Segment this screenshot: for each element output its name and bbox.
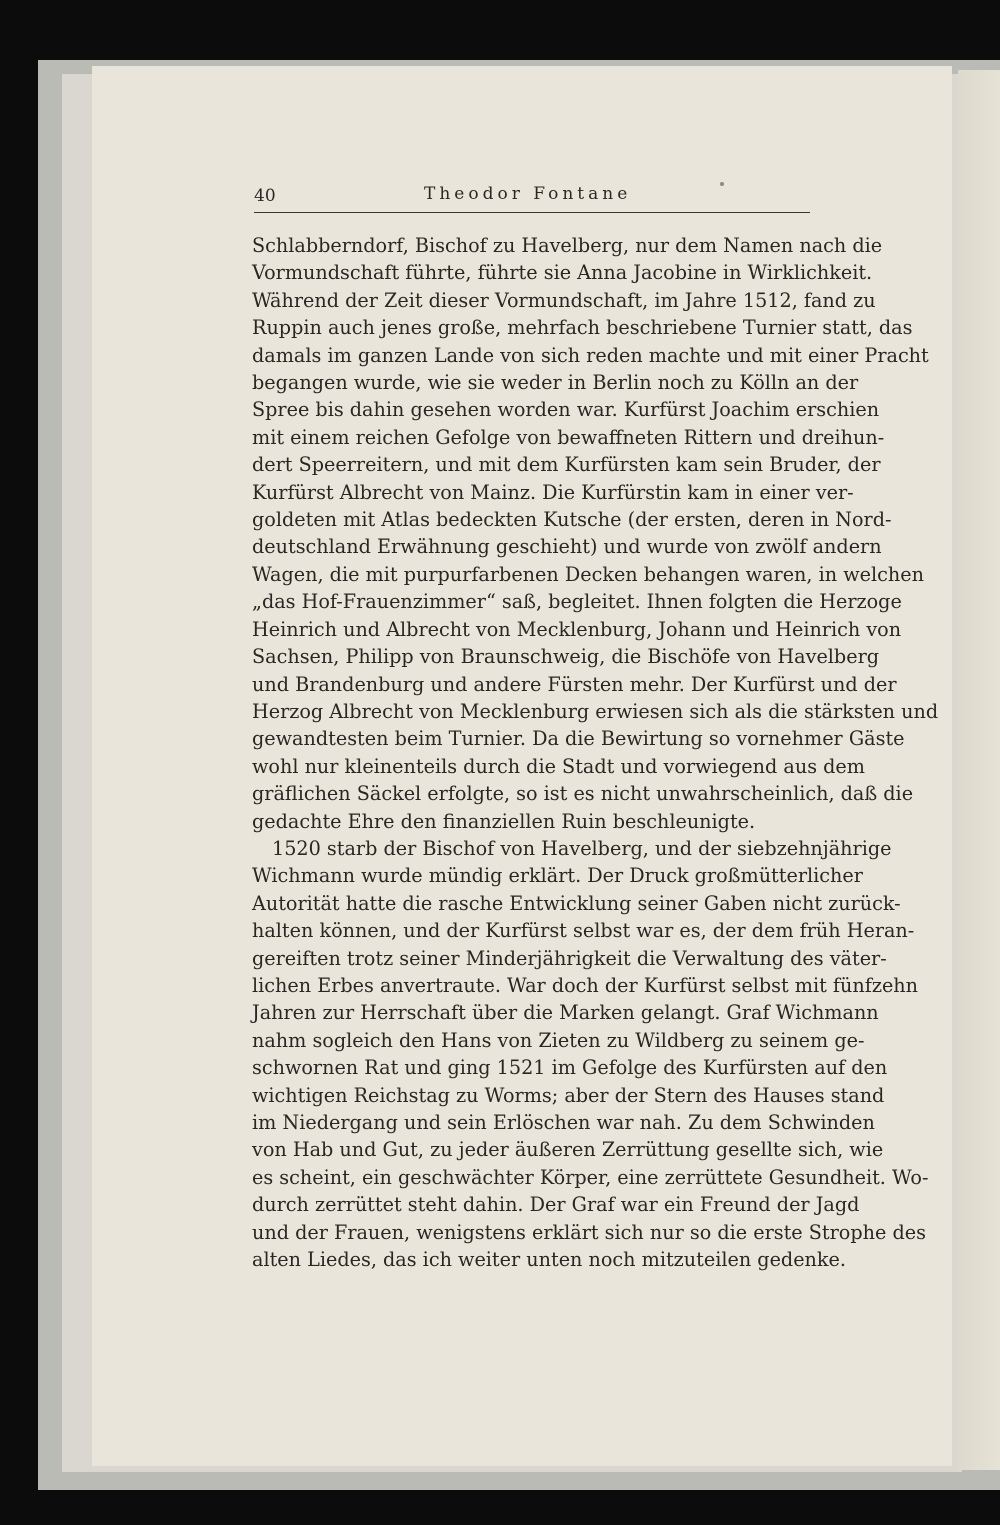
text-line: gewandtesten beim Turnier. Da die Bewirtung so vornehmer Gäste	[252, 727, 905, 751]
text-line: wichtigen Reichstag zu Worms; aber der Stern des Hauses stand	[252, 1083, 885, 1107]
text-line: Vormundschaft führte, führte sie Anna Jacobine in Wirklichkeit.	[252, 261, 873, 285]
running-head: Theodor Fontane	[424, 184, 632, 204]
text-line: begangen wurde, wie sie weder in Berlin noch zu Kölln an der	[252, 371, 859, 395]
paragraph-end-line: alten Liedes, das ich weiter unten noch mitzuteilen gedenke.	[252, 1248, 846, 1272]
text-line: goldeten mit Atlas bedeckten Kutsche (der ersten, deren in Nord-	[252, 508, 892, 532]
text-line: es scheint, ein geschwächter Körper, eine zerrüttete Gesundheit. Wo-	[252, 1165, 929, 1189]
paragraph-end-line: gedachte Ehre den finanziellen Ruin beschleunigte.	[252, 809, 756, 833]
text-line: Wagen, die mit purpurfarbenen Decken behangen waren, in welchen	[252, 562, 924, 586]
text-line: von Hab und Gut, zu jeder äußeren Zerrüttung gesellte sich, wie	[252, 1138, 884, 1162]
text-line: „das Hof-Frauenzimmer“ saß, begleitet. Ihnen folgten die Herzoge	[252, 590, 902, 614]
body-text	[252, 232, 939, 1273]
text-line: gereiften trotz seiner Minderjährigkeit die Verwaltung des väter-	[252, 946, 887, 970]
text-line: und der Frauen, wenigstens erklärt sich nur so die erste Strophe des	[252, 1220, 926, 1244]
text-line: lichen Erbes anvertraute. War doch der Kurfürst selbst mit fünfzehn	[252, 973, 919, 997]
text-line: Schlabberndorf, Bischof zu Havelberg, nur dem Namen nach die	[252, 234, 883, 257]
text-line: gräflichen Säckel erfolgte, so ist es nicht unwahrscheinlich, daß die	[252, 782, 914, 806]
text-line: Kurfürst Albrecht von Mainz. Die Kurfürstin kam in einer ver-	[252, 480, 854, 504]
text-line: Jahren zur Herrschaft über die Marken gelangt. Graf Wichmann	[252, 1001, 879, 1025]
paragraph-start-line: 1520 starb der Bischof von Havelberg, und der siebzehnjährige	[272, 836, 892, 860]
text-line: wohl nur kleinenteils durch die Stadt und vorwiegend aus dem	[252, 754, 865, 778]
text-line: nahm sogleich den Hans von Zieten zu Wildberg zu seinem ge-	[252, 1028, 865, 1052]
facing-page-edge	[958, 70, 1000, 1470]
text-line: deutschland Erwähnung geschieht) und wurde von zwölf andern	[252, 535, 882, 559]
page-header	[254, 186, 810, 213]
text-line: Ruppin auch jenes große, mehrfach beschriebene Turnier statt, das	[252, 316, 913, 340]
text-line: Herzog Albrecht von Mecklenburg erwiesen sich als die stärksten und	[252, 699, 939, 723]
text-line: im Niedergang und sein Erlöschen war nah. Zu dem Schwinden	[252, 1111, 875, 1134]
text-line: und Brandenburg und andere Fürsten mehr. Der Kurfürst und der	[252, 672, 897, 696]
text-line: schwornen Rat und ging 1521 im Gefolge des Kurfürsten auf den	[252, 1056, 888, 1080]
text-line: Spree bis dahin gesehen worden war. Kurfürst Joachim erschien	[252, 398, 880, 422]
print-speck	[720, 182, 724, 186]
text-line: dert Speerreitern, und mit dem Kurfürsten kam sein Bruder, der	[252, 453, 881, 477]
text-line: Autorität hatte die rasche Entwicklung seiner Gaben nicht zurück-	[252, 891, 901, 915]
page-number: 40	[254, 186, 276, 206]
text-line: Wichmann wurde mündig erklärt. Der Druck großmütterlicher	[252, 864, 863, 888]
text-line: durch zerrüttet steht dahin. Der Graf war ein Freund der Jagd	[252, 1193, 860, 1217]
text-line: mit einem reichen Gefolge von bewaffneten Rittern und dreihun-	[252, 425, 885, 449]
text-line: Während der Zeit dieser Vormundschaft, im Jahre 1512, fand zu	[252, 288, 876, 312]
text-line: halten können, und der Kurfürst selbst war es, der dem früh Heran-	[252, 919, 915, 943]
text-line: damals im ganzen Lande von sich reden machte und mit einer Pracht	[252, 343, 929, 367]
text-line: Heinrich und Albrecht von Mecklenburg, Johann und Heinrich von	[252, 617, 902, 641]
text-line: Sachsen, Philipp von Braunschweig, die Bischöfe von Havelberg	[252, 645, 880, 669]
